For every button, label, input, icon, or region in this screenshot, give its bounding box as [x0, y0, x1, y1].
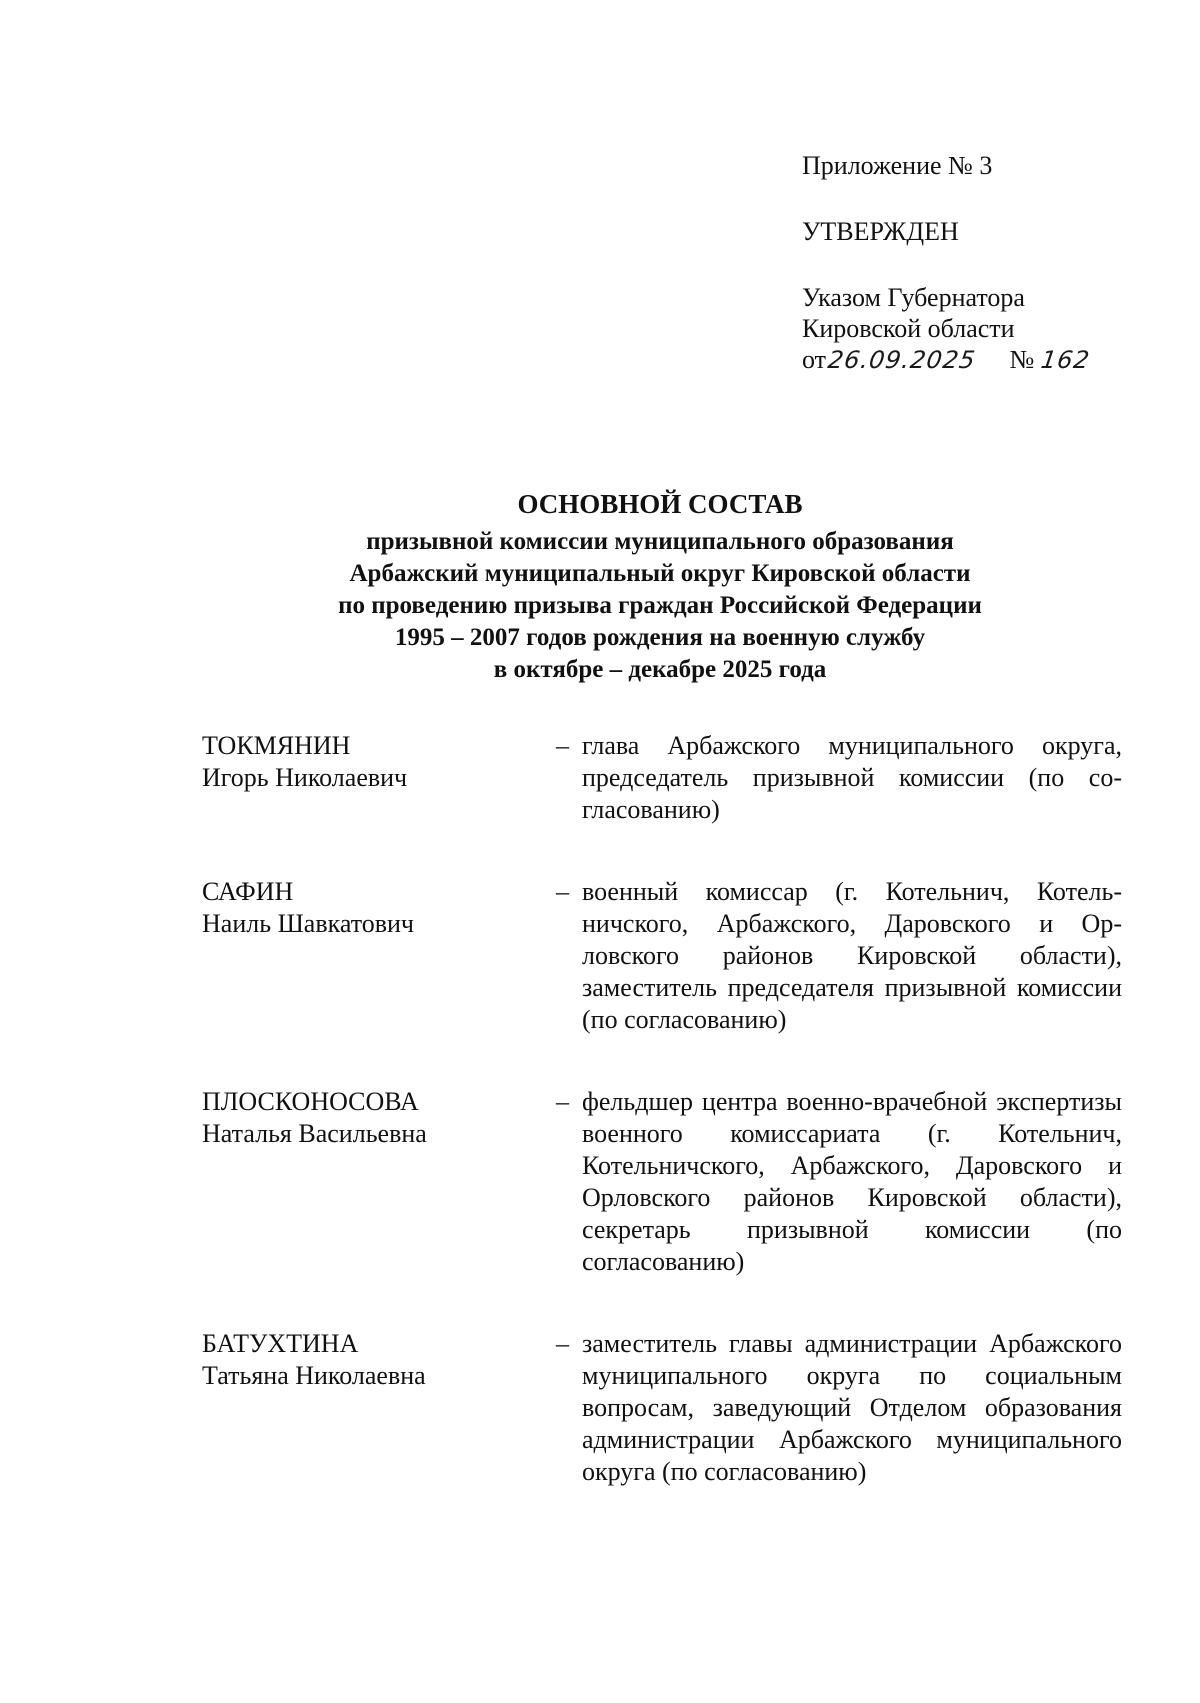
member-surname: ПЛОСКОНОСОВА: [202, 1087, 419, 1116]
member-role: глава Арбажского муниципального округа, председатель призывной комиссии (по согласованию): [582, 731, 1122, 824]
dash-separator: –: [556, 1087, 569, 1116]
handwritten-date: 26.09.2025: [826, 346, 978, 374]
member-role: заместитель главы администрации Арбажского муниципального округа по социальным вопросам, заведующий Отделом образования администрации Арбажского муниципального округа (по согласованию): [582, 1329, 1122, 1486]
title-line: 1995 – 2007 годов рождения на военную службу: [394, 624, 926, 651]
decree-date-line: [802, 344, 1182, 376]
member-name: [202, 876, 552, 1036]
approval-header: [802, 150, 1182, 376]
decree-line-1: Указом Губернатора: [802, 283, 1025, 312]
member-role: фельдшер центра военно-врачебной экспертизы военного комиссариата (г. Котельнич, Котельничского, Арбажского, Даровского и Орловского районов Кировской области), секретарь призывной комиссии (по согласованию): [582, 1087, 1122, 1276]
dash-separator: –: [556, 1329, 569, 1358]
member-entry: [202, 730, 1122, 826]
member-name: [202, 1086, 552, 1278]
title-main: ОСНОВНОЙ СОСТАВ: [517, 489, 803, 519]
appendix-label: Приложение № 3: [802, 151, 993, 180]
member-surname: САФИН: [202, 877, 294, 906]
title-line: призывной комиссии муниципального образования: [366, 528, 954, 555]
title-line: Арбажский муниципальный округ Кировской области: [349, 560, 971, 587]
member-surname: ТОКМЯНИН: [202, 731, 351, 760]
member-role: военный комиссар (г. Котельнич, Котельничского, Арбажского, Даровского и Орловского районов Кировской области), заместитель председателя призывной комиссии (по согласованию): [582, 877, 1122, 1034]
member-name: [202, 1328, 552, 1488]
handwritten-number: 162: [1038, 346, 1092, 374]
document-title: [200, 488, 1120, 686]
member-entry: [202, 1328, 1122, 1488]
number-prefix: №: [1009, 345, 1035, 374]
member-given-names: Наиль Шавкатович: [202, 909, 414, 938]
member-entry: [202, 876, 1122, 1036]
dash-separator: –: [556, 877, 569, 906]
member-surname: БАТУХТИНА: [202, 1329, 359, 1358]
member-given-names: Игорь Николаевич: [202, 763, 408, 792]
approved-label: УТВЕРЖДЕН: [802, 217, 959, 246]
date-prefix: от: [802, 345, 827, 374]
member-given-names: Наталья Васильевна: [202, 1119, 427, 1148]
dash-separator: –: [556, 731, 569, 760]
member-name: [202, 730, 552, 826]
member-entry: [202, 1086, 1122, 1278]
title-line: в октябре – декабре 2025 года: [493, 656, 827, 683]
title-line: по проведению призыва граждан Российской Федерации: [338, 592, 982, 619]
decree-line-2: Кировской области: [802, 314, 1015, 343]
member-given-names: Татьяна Николаевна: [202, 1361, 426, 1390]
commission-members: [202, 730, 1122, 1488]
decree-reference: [802, 282, 1182, 376]
